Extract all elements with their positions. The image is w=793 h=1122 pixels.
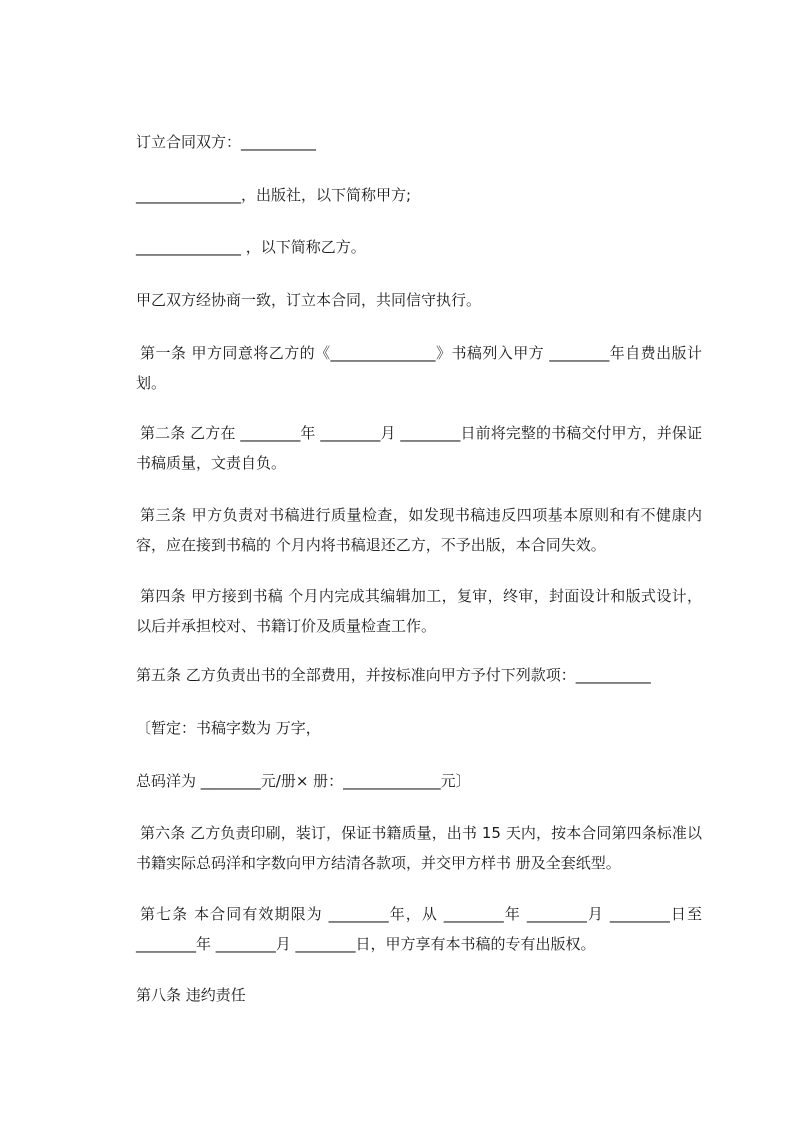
article-4: 第四条 甲方接到书稿 个月内完成其编辑加工，复审，终审，封面设计和版式设计，以后并承担校对、书籍订价及质量检查工作。	[136, 587, 702, 635]
article-5: 第五条 乙方负责出书的全部费用，并按标准向甲方予付下列款项：__________	[136, 666, 651, 684]
article-5-provisional: 〔暂定：书稿字数为 万字，	[136, 719, 321, 737]
agreement-statement: 甲乙双方经协商一致，订立本合同，共同信守执行。	[136, 291, 482, 309]
article-7: 第七条 本合同有效期限为 ________年，从 ________年 ________月 ________日至 ________年 ________月 ________日，甲方享有本书稿的专有出版权。	[136, 905, 702, 953]
article-2: 第二条 乙方在 ________年 ________月 ________日前将完整的书稿交付甲方，并保证书稿质量，文责自负。	[136, 424, 702, 472]
article-3: 第三条 甲方负责对书稿进行质量检查，如发现书稿违反四项基本原则和有不健康内容，应在接到书稿的 个月内将书稿退还乙方，不予出版，本合同失效。	[136, 506, 702, 554]
party-b-line: ______________ ，以下简称乙方。	[136, 238, 366, 256]
party-a-line: ______________，出版社，以下简称甲方;	[136, 186, 412, 204]
article-5-total-price: 总码洋为 ________元/册× 册：_____________元〕	[136, 772, 471, 790]
article-6: 第六条 乙方负责印刷，装订，保证书籍质量，出书 15 天内，按本合同第四条标准以书籍实际总码洋和字数向甲方结清各款项，并交甲方样书 册及全套纸型。	[136, 824, 702, 872]
article-1: 第一条 甲方同意将乙方的《______________》书稿列入甲方 ________年自费出版计划。	[136, 344, 702, 392]
contract-parties-line: 订立合同双方：__________	[136, 133, 317, 151]
article-8-heading: 第八条 违约责任	[136, 986, 246, 1004]
